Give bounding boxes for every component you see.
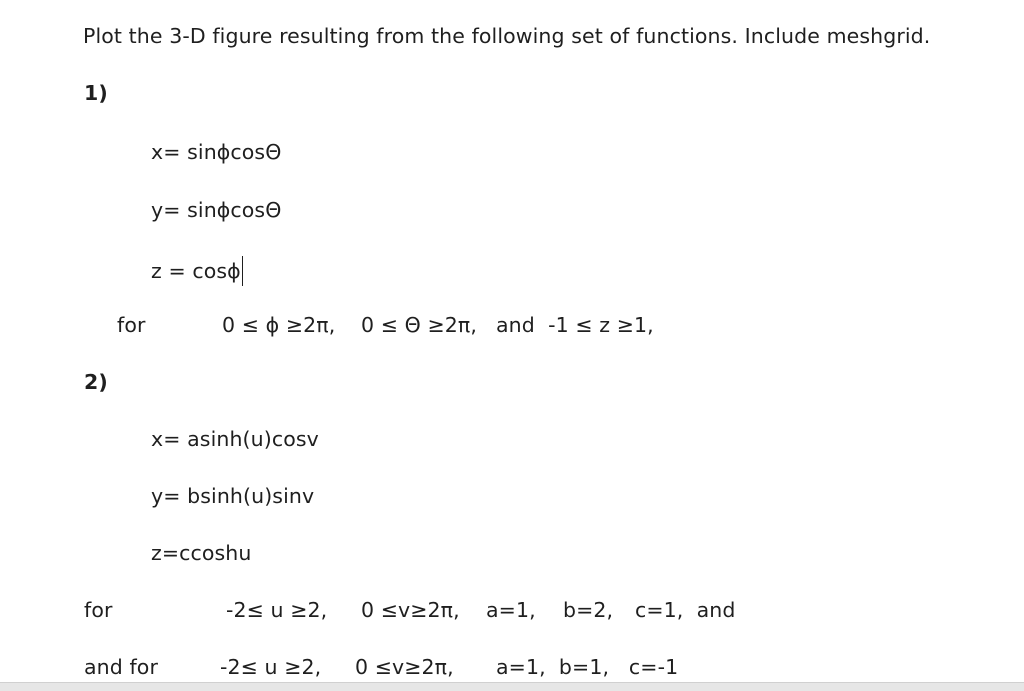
problem-1-range-theta: 0 ≤ Θ ≥2π, xyxy=(361,313,477,337)
problem-1-for-label: for xyxy=(117,313,146,337)
problem-2-range-u-second: -2≤ u ≥2, xyxy=(220,655,322,679)
problem-1-eq-y: y= sinϕcosΘ xyxy=(151,198,282,222)
problem-1-eq-z-wrap xyxy=(151,256,243,286)
instruction-text: Plot the 3-D figure resulting from the following set of functions. Include meshgrid. xyxy=(83,24,931,48)
text-cursor xyxy=(242,256,243,286)
problem-1-eq-z: z = cosϕ xyxy=(151,259,241,283)
problem-2-range-u: -2≤ u ≥2, xyxy=(226,598,328,622)
problem-1-eq-x: x= sinϕcosΘ xyxy=(151,140,282,164)
problem-1-range-phi: 0 ≤ ϕ ≥2π, xyxy=(222,313,336,337)
problem-1-range-z: and -1 ≤ z ≥1, xyxy=(496,313,654,337)
problem-2-range-v: 0 ≤v≥2π, xyxy=(361,598,460,622)
problem-2-param-b: b=2, xyxy=(563,598,614,622)
problem-2-for-label: for xyxy=(84,598,113,622)
problem-2-eq-y: y= bsinh(u)sinv xyxy=(151,484,315,508)
problem-2-eq-z: z=ccoshu xyxy=(151,541,252,565)
problem-2-param-c: c=1, and xyxy=(635,598,736,622)
problem-2-range-v-second: 0 ≤v≥2π, xyxy=(355,655,454,679)
problem-2-label: 2) xyxy=(84,370,108,394)
problem-2-and-for-label: and for xyxy=(84,655,158,679)
problem-2-params-second: a=1, b=1, c=-1 xyxy=(496,655,679,679)
problem-1-label: 1) xyxy=(84,81,108,105)
problem-2-eq-x: x= asinh(u)cosv xyxy=(151,427,319,451)
problem-2-param-a: a=1, xyxy=(486,598,536,622)
